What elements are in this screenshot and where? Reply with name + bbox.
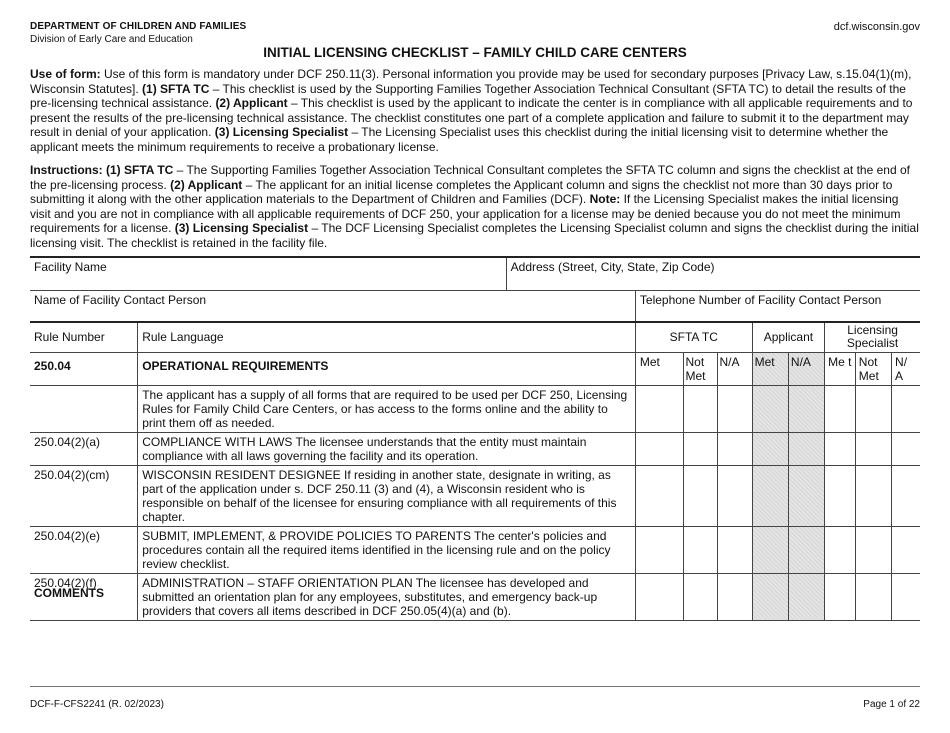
specialist-na-cell[interactable] (892, 465, 920, 526)
applicant-na-cell[interactable] (788, 385, 824, 432)
applicant-met-cell[interactable] (752, 526, 788, 573)
rule-number: 250.04(2)(e) (30, 526, 138, 573)
header-agency (30, 20, 246, 46)
applicant-na-cell[interactable] (788, 432, 824, 465)
rule-number: 250.04(2)(cm) (30, 465, 138, 526)
table-row (30, 526, 920, 573)
sfta-not-met-cell[interactable] (683, 465, 717, 526)
facility-name-field[interactable] (30, 257, 506, 290)
specialist-met-cell[interactable] (825, 385, 856, 432)
instructions-text: – The Supporting Families Together Association Technical Consultant completes the SFTA TC column and signs the checklist at the end of the pre-licensing process. (30, 163, 910, 192)
sfta-met-cell[interactable] (635, 465, 683, 526)
applicant-na-header: N/A (788, 352, 824, 385)
telephone-field[interactable] (635, 290, 920, 322)
specialist-not-met-cell[interactable] (855, 526, 891, 573)
use-of-form-label: Use of form: (30, 67, 101, 81)
specialist-na-cell[interactable] (892, 526, 920, 573)
applicant-na-cell[interactable] (788, 465, 824, 526)
instructions-specialist-label: (3) Licensing Specialist (174, 221, 309, 236)
specialist-met-cell[interactable] (825, 432, 856, 465)
specialist-na-cell[interactable] (892, 432, 920, 465)
applicant-met-header: Met (752, 352, 788, 385)
contact-person-field[interactable] (30, 290, 635, 322)
specialist-not-met-header: Not Met (855, 352, 891, 385)
col-header-applicant: Applicant (752, 322, 825, 352)
specialist-not-met-cell[interactable] (855, 385, 891, 432)
instructions-text: – The applicant for an initial license completes the Applicant column and signs the checklist not more than 30 days prior to submitting it along with the other application materials to the Department of Children and Families (DCF). (30, 177, 893, 207)
table-row (30, 465, 920, 526)
use-of-form-specialist-label: (3) Licensing Specialist (214, 125, 349, 140)
section-number: 250.04 (30, 352, 138, 385)
col-header-rule-language: Rule Language (138, 322, 636, 352)
page-title: INITIAL LICENSING CHECKLIST – FAMILY CHILD CARE CENTERS (263, 45, 687, 60)
sfta-not-met-header: Not Met (683, 352, 717, 385)
rule-language: SUBMIT, IMPLEMENT, & PROVIDE POLICIES TO PARENTS The center's policies and procedures contain all the required items identified in the licensing rule and on the policy review checklist. (138, 526, 636, 573)
sfta-met-cell[interactable] (635, 573, 683, 620)
contact-person-label: Name of Facility Contact Person (34, 292, 207, 307)
rule-language: COMPLIANCE WITH LAWS The licensee understands that the entity must maintain compliance with all laws governing the facility and its operation. (138, 432, 636, 465)
form-number: DCF-F-CFS2241 (R. 02/2023) (30, 699, 164, 710)
department-name: DEPARTMENT OF CHILDREN AND FAMILIES (30, 21, 247, 32)
sfta-na-header: N/A (717, 352, 752, 385)
specialist-not-met-cell[interactable] (855, 573, 891, 620)
sfta-not-met-cell[interactable] (683, 526, 717, 573)
section-title: OPERATIONAL REQUIREMENTS (138, 352, 636, 385)
table-row (30, 573, 920, 620)
address-label: Address (Street, City, State, Zip Code) (510, 260, 715, 274)
instructions-applicant-label: (2) Applicant (170, 177, 243, 192)
specialist-na-cell[interactable] (892, 385, 920, 432)
sfta-not-met-cell[interactable] (683, 432, 717, 465)
specialist-not-met-cell[interactable] (855, 432, 891, 465)
specialist-na-header: N/ A (892, 352, 920, 385)
specialist-met-cell[interactable] (825, 573, 856, 620)
col-header-sfta-tc: SFTA TC (635, 322, 752, 352)
instructions-paragraph (30, 163, 920, 251)
instructions-label: Instructions: (1) SFTA TC (30, 163, 174, 177)
instructions-text: If the Licensing Specialist makes the initial licensing visit and you are not in compliance with all applicable requirements of DCF 250, your application for a license may be denied because you do not meet the minimum requirements for a license. (30, 192, 901, 236)
instructions-note-label: Note: (589, 192, 621, 207)
telephone-label: Telephone Number of Facility Contact Person (639, 292, 882, 307)
sfta-met-cell[interactable] (635, 526, 683, 573)
sfta-met-header: Met (635, 352, 683, 385)
sfta-met-cell[interactable] (635, 432, 683, 465)
applicant-na-cell[interactable] (788, 573, 824, 620)
footer-divider (30, 686, 920, 687)
instructions-text: – The DCF Licensing Specialist completes the Licensing Specialist column and signs the checklist during the initial licensing visit. The checklist is retained in the facility file. (30, 221, 919, 250)
page-number: Page 1 of 22 (863, 699, 920, 710)
division-name: Division of Early Care and Education (30, 34, 193, 45)
rule-language: WISCONSIN RESIDENT DESIGNEE If residing in another state, designate in writing, as part of the application under s. DCF 250.11 (3) and (4), a Wisconsin resident who is responsible on behalf of the licensee for ensuring compliance with all requirements of this chapter. (138, 465, 636, 526)
licensing-checklist-table (30, 256, 920, 621)
rule-language: ADMINISTRATION – STAFF ORIENTATION PLAN The licensee has developed and submitted an orientation plan for any employees, substitutes, and emergency back-up providers that covers all items described in DCF 250.05(4)(a) and (b). (138, 573, 636, 620)
website-link[interactable]: dcf.wisconsin.gov (833, 21, 920, 33)
rule-number (30, 385, 138, 432)
use-of-form-text: Use of this form is mandatory under DCF 250.11(3). Personal information you provide may be used for secondary purposes [Privacy Law, s.15.04(1)(m), Wisconsin Statutes]. (30, 67, 912, 96)
sfta-na-cell[interactable] (717, 526, 752, 573)
applicant-na-cell[interactable] (788, 526, 824, 573)
use-of-form-text: – This checklist is used by the applicant to indicate the center is in compliance with all applicable requirements and to present the results of the pre-licensing technical assistance. The checklist constitutes one part of a complete application and failure to submit it to the department may result in denial of your application. (30, 96, 913, 140)
rule-language: The applicant has a supply of all forms that are required to be used per DCF 250, Licensing Rules for Family Child Care Centers, or has access to the forms online and the ability to print them off as needed. (138, 385, 636, 432)
applicant-met-cell[interactable] (752, 573, 788, 620)
use-of-form-text: – This checklist is used by the Supporting Families Together Association Technical Consultant (SFTA TC) to detail the results of the pre-licensing technical assistance. (30, 81, 906, 111)
table-row (30, 432, 920, 465)
specialist-na-cell[interactable] (892, 573, 920, 620)
applicant-met-cell[interactable] (752, 432, 788, 465)
specialist-met-header: Me t (825, 352, 856, 385)
col-header-licensing-specialist: Licensing Specialist (825, 322, 920, 352)
specialist-not-met-cell[interactable] (855, 465, 891, 526)
col-header-rule-number: Rule Number (30, 322, 138, 352)
comments-label: COMMENTS (34, 586, 104, 600)
specialist-met-cell[interactable] (825, 526, 856, 573)
use-of-form-paragraph (30, 67, 920, 155)
sfta-na-cell[interactable] (717, 385, 752, 432)
address-field[interactable] (506, 257, 920, 290)
table-row (30, 385, 920, 432)
rule-number: 250.04(2)(f) (30, 573, 138, 620)
specialist-met-cell[interactable] (825, 465, 856, 526)
sfta-not-met-cell[interactable] (683, 573, 717, 620)
rule-number: 250.04(2)(a) (30, 432, 138, 465)
sfta-na-cell[interactable] (717, 465, 752, 526)
applicant-met-cell[interactable] (752, 465, 788, 526)
applicant-met-cell[interactable] (752, 385, 788, 432)
facility-name-label: Facility Name (34, 260, 107, 274)
sfta-not-met-cell[interactable] (683, 385, 717, 432)
use-of-form-sfta-label: (1) SFTA TC (142, 81, 210, 96)
sfta-met-cell[interactable] (635, 385, 683, 432)
use-of-form-text: – The Licensing Specialist uses this checklist during the initial licensing visit to determine whether the applicant meets the minimum requirements to receive a probationary license. (30, 125, 889, 154)
sfta-na-cell[interactable] (717, 432, 752, 465)
sfta-na-cell[interactable] (717, 573, 752, 620)
use-of-form-applicant-label: (2) Applicant (215, 96, 288, 111)
